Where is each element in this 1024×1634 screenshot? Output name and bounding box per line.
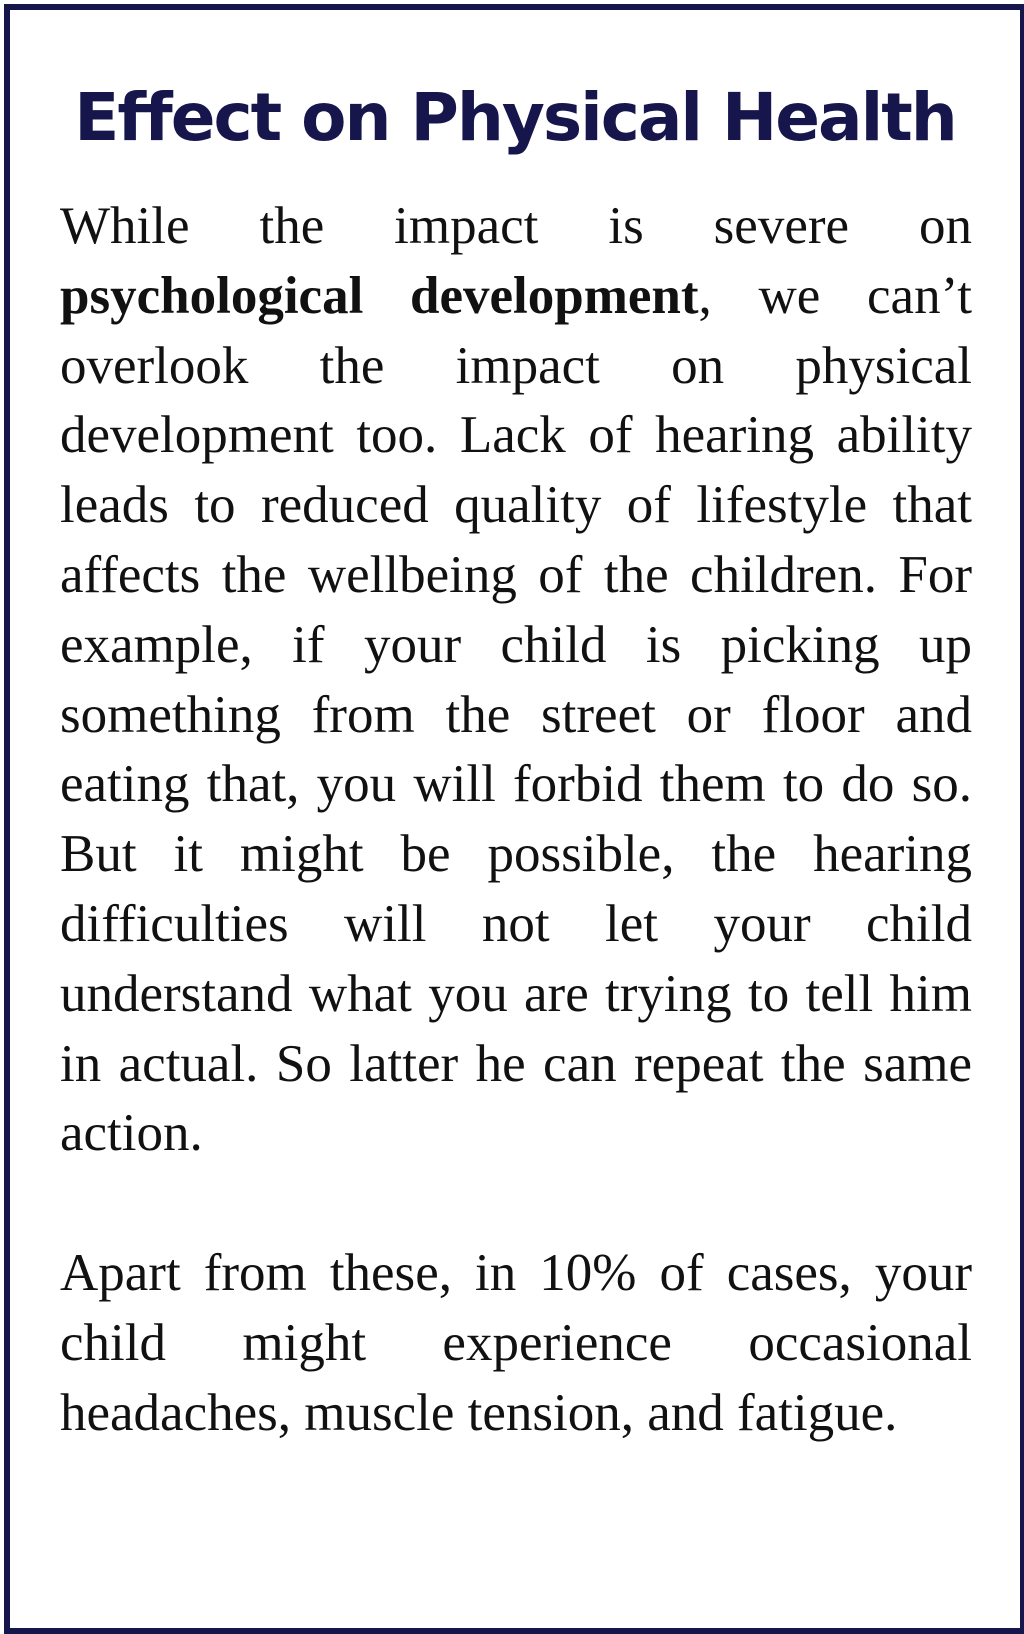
paragraph-1-bold-phrase: psychological development [60, 266, 699, 325]
paragraph-1-lead: While the impact is severe on [60, 197, 972, 255]
paragraph-2: Apart from these, in 10% of cases, your child might experience occasional headaches, muscle tension, and fatigue. [60, 1243, 972, 1442]
article-body [60, 192, 972, 1448]
article-frame [4, 4, 1024, 1634]
article-title: Effect on Physical Health [74, 79, 956, 156]
paragraph-1-rest: , we can’t overlook the impact on physical development too. Lack of hearing ability leads to reduced quality of lifestyle that affects the wellbeing of the children. For example, if your child is picking up something from the street or floor and eating that, you will forbid them to do so. But it might be possible, the hearing difficulties will not let your child understand what you are trying to tell him in actual. So latter he can repeat the same action. [60, 266, 972, 1163]
paragraph-1 [60, 192, 972, 1169]
